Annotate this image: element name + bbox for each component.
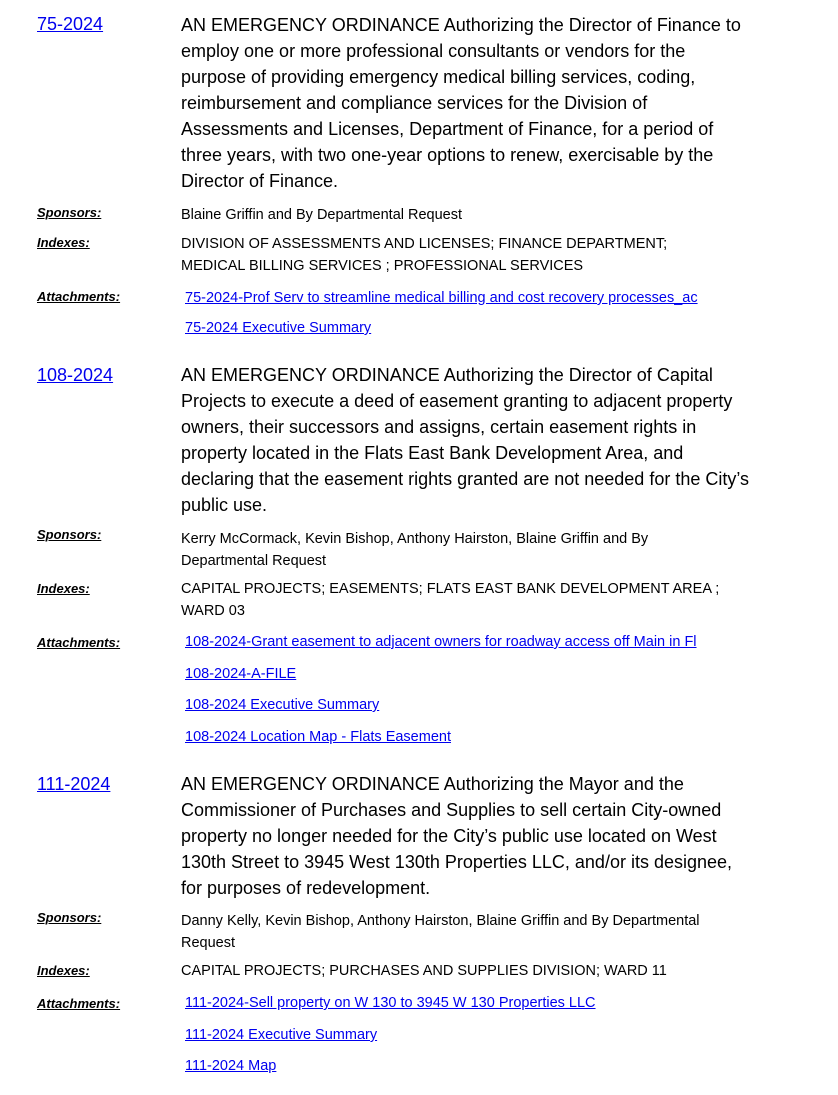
attachment-link[interactable]: 108-2024 Location Map - Flats Easement: [185, 729, 451, 745]
attachment-link[interactable]: 75-2024-Prof Serv to streamline medical billing and cost recovery processes_ac: [185, 290, 698, 306]
sponsors-line: Danny Kelly, Kevin Bishop, Anthony Hairston, Blaine Griffin and By Departmental: [181, 913, 700, 929]
indexes-line: WARD 03: [181, 603, 245, 619]
title-line: Director of Finance.: [181, 171, 339, 191]
attachment-link[interactable]: 111-2024-Sell property on W 130 to 3945 W 130 Properties LLC: [185, 995, 596, 1011]
title-line: reimbursement and compliance services for the Division of: [181, 93, 648, 113]
indexes-line: MEDICAL BILLING SERVICES ; PROFESSIONAL SERVICES: [181, 258, 584, 274]
title-line: declaring that the easement rights granted are not needed for the City’s: [181, 469, 750, 489]
indexes-value: [181, 960, 667, 982]
title-line: Commissioner of Purchases and Supplies to sell certain City-owned: [181, 800, 722, 820]
indexes-label: Indexes:: [37, 235, 90, 250]
title-line: purpose of providing emergency medical billing services, coding,: [181, 67, 696, 87]
attachment-link[interactable]: 108-2024-Grant easement to adjacent owners for roadway access off Main in Fl: [185, 634, 697, 650]
sponsors-label: Sponsors:: [37, 527, 102, 542]
sponsors-value: [181, 528, 648, 572]
ordinance-title: [181, 362, 821, 518]
indexes-value: [181, 233, 667, 277]
title-line: AN EMERGENCY ORDINANCE Authorizing the Director of Capital: [181, 365, 713, 385]
title-line: AN EMERGENCY ORDINANCE Authorizing the Mayor and the: [181, 774, 684, 794]
indexes-line: DIVISION OF ASSESSMENTS AND LICENSES; FINANCE DEPARTMENT;: [181, 236, 668, 252]
sponsors-line: Blaine Griffin and By Departmental Request: [181, 207, 463, 223]
sponsors-value: [181, 910, 700, 954]
indexes-line: CAPITAL PROJECTS; PURCHASES AND SUPPLIES DIVISION; WARD 11: [181, 963, 667, 979]
title-line: Projects to execute a deed of easement granting to adjacent property: [181, 391, 733, 411]
ordinance-title: [181, 771, 821, 901]
title-line: three years, with two one-year options to renew, exercisable by the: [181, 145, 714, 165]
sponsors-line: Kerry McCormack, Kevin Bishop, Anthony Hairston, Blaine Griffin and By: [181, 531, 649, 547]
title-line: employ one or more professional consultants or vendors for the: [181, 41, 686, 61]
file-number-link[interactable]: 111-2024: [37, 774, 111, 794]
ordinance-title: [181, 12, 821, 194]
indexes-label: Indexes:: [37, 963, 90, 978]
attachment-link[interactable]: 108-2024 Executive Summary: [185, 697, 380, 713]
title-line: AN EMERGENCY ORDINANCE Authorizing the Director of Finance to: [181, 15, 741, 35]
attachment-link[interactable]: 111-2024 Map: [185, 1058, 277, 1074]
indexes-label: Indexes:: [37, 581, 90, 596]
sponsors-label: Sponsors:: [37, 205, 102, 220]
indexes-value: [181, 578, 719, 622]
file-number-link[interactable]: 75-2024: [37, 14, 104, 34]
attachments-label: Attachments:: [37, 996, 121, 1011]
attachment-link[interactable]: 108-2024-A-FILE: [185, 666, 297, 682]
attachment-link[interactable]: 111-2024 Executive Summary: [185, 1027, 378, 1043]
title-line: public use.: [181, 495, 268, 515]
title-line: 130th Street to 3945 West 130th Properties LLC, and/or its designee,: [181, 852, 733, 872]
title-line: property no longer needed for the City’s public use located on West: [181, 826, 717, 846]
sponsors-label: Sponsors:: [37, 910, 102, 925]
sponsors-value: [181, 204, 462, 226]
attachment-link[interactable]: 75-2024 Executive Summary: [185, 320, 372, 336]
sponsors-line: Departmental Request: [181, 553, 327, 569]
attachments-label: Attachments:: [37, 635, 121, 650]
attachments-label: Attachments:: [37, 289, 121, 304]
indexes-line: CAPITAL PROJECTS; EASEMENTS; FLATS EAST BANK DEVELOPMENT AREA ;: [181, 581, 720, 597]
title-line: owners, their successors and assigns, certain easement rights in: [181, 417, 697, 437]
title-line: for purposes of redevelopment.: [181, 878, 431, 898]
sponsors-line: Request: [181, 935, 236, 951]
title-line: property located in the Flats East Bank Development Area, and: [181, 443, 684, 463]
title-line: Assessments and Licenses, Department of Finance, for a period of: [181, 119, 714, 139]
file-number-link[interactable]: 108-2024: [37, 365, 114, 385]
